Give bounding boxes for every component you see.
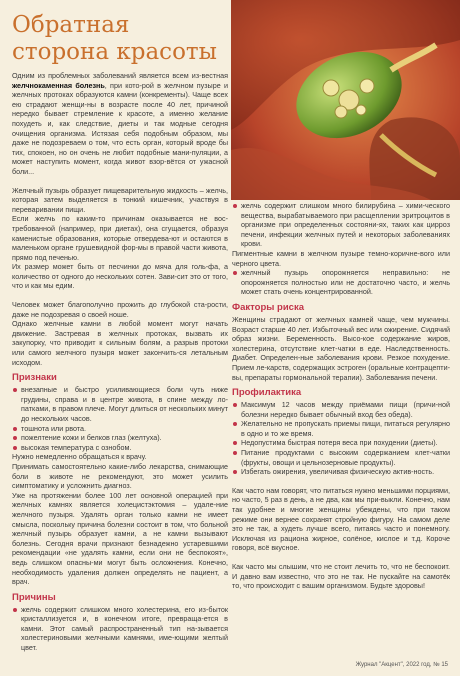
list-item: Желательно не пропускать приемы пищи, питаться регулярно в одно и то же время. bbox=[232, 419, 450, 438]
paragraph: Уже на протяжении более 100 лет основной операцией при желчных камнях является холецистэктомия – удале-ние желчного пузыря. Удалять орган только камни не имеет смысла, поскольку причина болезни состоит в том, что больной желчный пузырь образует камни, а не камни вызывают болезнь. Сегодня врачи признают безнадежно устаревшими рекомендации «не удалять камни, если они не беспокоят», ведь слишком опасны-ми могут быть осложнения. Конечно, необходимость удаления должен определять не пациент, а врач. bbox=[12, 490, 228, 587]
paragraph: Нужно немедленно обращаться к врачу. bbox=[12, 452, 147, 462]
paragraph: Принимать самостоятельно какие-либо лекарства, снимающие боли в животе не рекомендуют, это может усилить симптоматику и усложнить диагноз. bbox=[12, 461, 228, 491]
section-heading-risk: Факторы риска bbox=[232, 301, 304, 313]
paragraph: Как часто мы слышим, что не стоит лечить то, что не беспокоит. И давно вам известно, что это не так. Не пускайте на самотёк то, что происходит с вашим организмом. Будьте здоровы! bbox=[232, 562, 450, 591]
title-line-2: сторона красоты bbox=[12, 39, 217, 65]
list-item: желчный пузырь опорожняется неправильно: не опорожняется полностью или не достаточно часто, и желчь может стать очень концентрированной. bbox=[232, 268, 450, 297]
gallbladder-illustration bbox=[231, 0, 460, 200]
list-item: Максимум 12 часов между приёмами пищи (причи-ной болезни нередко бывает обычный вход без обеда). bbox=[232, 400, 450, 419]
paragraph: Их размер может быть от песчинки до мяча для голь-фа, а количество от одного до нескольких сотен. Зави-сит это от того, что и как мы едим. bbox=[12, 262, 228, 291]
paragraph: Если желчь по каким-то причинам оказывается не вос-требованной (например, при диетах), она сгущается, образуя каменистые образования, которые отвердева-ют и остаются в маленьком органе грушевидной фор-мы в правой части живота, прямо под печенью. bbox=[12, 214, 228, 262]
section-heading-signs: Признаки bbox=[12, 372, 57, 384]
intro-text-cont: , при кото-рой в желчном пузыре и желчных протоках образуются камни (конкременты). Чаще всех ею страдают женщи-ны в возрасте после 40 лет, причиной нередко бывает стремление к красоте, а именно желание похудеть и, как следствие, диеты и так модные сегодня очищения организма. Истязая себя подобным образом, мы даже не подозреваем о том, что есть орган, который вроде бы тих, спокоен, но он очень не любит подобные мани-пуляции, а может наступить момент, когда живот взор-вётся от ужасной боли... bbox=[12, 80, 228, 176]
paragraph: Человек может благополучно прожить до глубокой ста-рости, даже не подозревая о своей ноше. bbox=[12, 300, 228, 319]
left-column bbox=[12, 71, 228, 653]
list-item: желчь содержит слишком много билирубина – хими-ческого вещества, вырабатываемого при расщеплении эритроцитов в организме при определенных состояни-ях, таких как цирроз печени, инфекции желчных путей и некоторых заболеваниях крови. bbox=[232, 201, 450, 249]
list-item: пожелтение кожи и белков глаз (желтуха). bbox=[12, 433, 228, 443]
list-item: внезапные и быстро усиливающиеся боли чуть ниже грудины, справа и в центре живота, в спине между ло-патками, в правом плече. Могут длиться от нескольких минут до нескольких часов. bbox=[12, 385, 228, 423]
list-item: Избегать ожирения, увеличивая физическую актив-ность. bbox=[232, 467, 450, 477]
list-item: тошнота или рвота. bbox=[12, 424, 228, 434]
title-line-1: Обратная bbox=[12, 12, 130, 38]
paragraph: Как часто нам говорят, что питаться нужно меньшими порциями, но часто, 5 раз в день, а не два, как мы при-выкли. Конечно, нам так удобнее и многие женщины убеждены, что при таком режиме они вернее сохранят стройную фигуру. На самом деле это не так, а худеть лучше всего, питаясь часто и понемногу. Исключая из рациона жирное, солёное, кислое и т.д. Короче говоря, всё вкусное. bbox=[232, 485, 450, 553]
list-item: Питание продуктами с высоким содержанием клет-чатки (фрукты, овощи и цельнозерновые продукты). bbox=[232, 448, 450, 467]
list-item: желчь содержит слишком много холестерина, его из-быток кристаллизуется и, в конечном итоге, превраща-ется в камни. Этот самый распространенный тип на-зывается холестериновыми желчными камнями, име-ющими желтый цвет. bbox=[12, 605, 228, 653]
list-item: Недопустима быстрая потеря веса при похудении (диеты). bbox=[232, 438, 450, 448]
paragraph: Женщины страдают от желчных камней чаще, чем мужчины. Возраст старше 40 лет. Избыточный вес или ожирение. Сидячий образ жизни. Беременность. Высо-кое содержание жиров, холестерина, отсутствие клет-чатки в еде. Наследственность. Диабет. Определен-ные заболевания крови. Резкое похудение. Прием ле-карств, содержащих эстроген (оральные контрацепти-вы, препараты гормональной терапии). Заболевания печени. bbox=[232, 314, 450, 382]
magazine-footer: Журнал "Акцент", 2022 год, № 15 bbox=[355, 662, 448, 668]
paragraph: Однако желчные камни в любой момент могут начать движение. Застревая в желчных протоках, вызвать их закупорку, что приводит к сильным болям, а разрыв протоки или самого желчного пузыря может закончить-ся летальным исходом. bbox=[12, 319, 228, 367]
intro-text: Одним из проблемных заболеваний является всем из-вестная bbox=[12, 71, 228, 80]
section-heading-prevention: Профилактика bbox=[232, 387, 302, 399]
paragraph: Пигментные камни в желчном пузыре темно-коричне-вого или черного цвета. bbox=[232, 248, 450, 268]
intro-paragraph bbox=[12, 71, 228, 177]
article-title bbox=[12, 12, 227, 66]
keyword-gallstone-disease: желчнокаменная болезнь bbox=[12, 80, 105, 90]
list-item: высокая температура с ознобом. bbox=[12, 443, 228, 453]
right-column bbox=[232, 201, 450, 591]
paragraph: Желчный пузырь образует пищеварительную жидкость – желчь, которая затем выделяется в тонкий кишечник, участвуя в переваривании пищи. bbox=[12, 185, 228, 214]
section-heading-causes: Причины bbox=[12, 591, 56, 603]
